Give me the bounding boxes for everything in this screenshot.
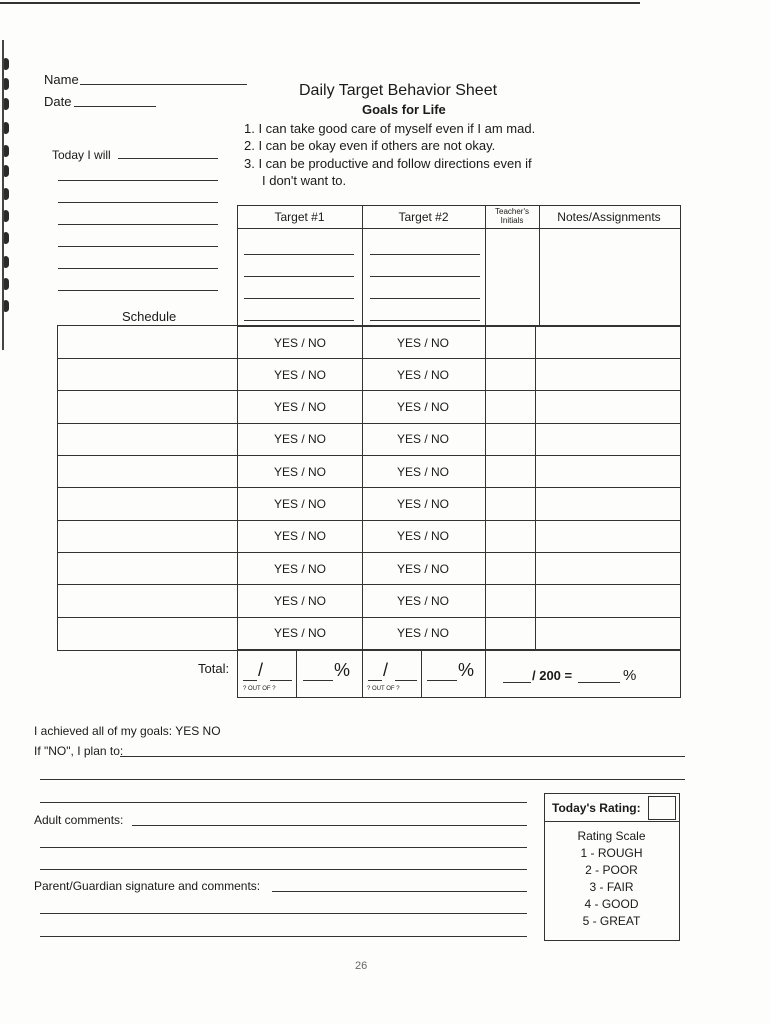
- plan-line-3[interactable]: [40, 802, 527, 803]
- parent-line-3[interactable]: [40, 936, 527, 937]
- row7-target1-yes-no[interactable]: YES / NO: [273, 529, 326, 543]
- t2-outof-blank[interactable]: [395, 680, 417, 681]
- t1-score-blank[interactable]: [243, 680, 257, 681]
- parent-line-2[interactable]: [40, 913, 527, 914]
- goal-3-cont: I don't want to.: [262, 173, 347, 188]
- t2-score-blank[interactable]: [368, 680, 382, 681]
- today-line-4[interactable]: [58, 224, 218, 225]
- rating-4: 4 - GOOD: [584, 897, 639, 911]
- goal-2: 2. I can be okay even if others are not okay.: [244, 138, 496, 153]
- row5-target2-yes-no[interactable]: YES / NO: [396, 465, 449, 479]
- row8-target2-yes-no[interactable]: YES / NO: [396, 562, 449, 576]
- row-divider-4: [57, 455, 680, 456]
- rating-entry-box[interactable]: [648, 796, 676, 820]
- plan-line-1[interactable]: [120, 756, 685, 757]
- adult-line-2[interactable]: [40, 847, 527, 848]
- rating-1: 1 - ROUGH: [580, 846, 643, 860]
- date-label: Date: [44, 94, 72, 109]
- col-target-2: Target #2: [398, 210, 449, 224]
- teacher-initials-line1: Teacher's: [495, 207, 529, 216]
- today-line-3[interactable]: [58, 202, 218, 203]
- name-field[interactable]: [80, 84, 247, 85]
- row9-target1-yes-no[interactable]: YES / NO: [273, 594, 326, 608]
- header-row-divider: [237, 228, 680, 229]
- total-label: Total:: [198, 661, 230, 676]
- adult-line-3[interactable]: [40, 869, 527, 870]
- totals-divider-b: [362, 649, 363, 697]
- row3-target2-yes-no[interactable]: YES / NO: [396, 400, 449, 414]
- target1-line-2[interactable]: [244, 276, 354, 277]
- parent-line-1[interactable]: [272, 891, 527, 892]
- target1-line-4[interactable]: [244, 320, 354, 321]
- row2-target2-yes-no[interactable]: YES / NO: [396, 368, 449, 382]
- row2-target1-yes-no[interactable]: YES / NO: [273, 368, 326, 382]
- row-divider-3: [57, 423, 680, 424]
- row-divider-8: [57, 584, 680, 585]
- grand-total-label: / 200 =: [532, 668, 573, 683]
- row-divider-1: [57, 358, 680, 359]
- goal-1: 1. I can take good care of myself even if I am mad.: [244, 121, 536, 136]
- plan-label: If "NO", I plan to:: [34, 744, 124, 758]
- today-line-7[interactable]: [58, 290, 218, 291]
- row-divider-2: [57, 390, 680, 391]
- target2-line-4[interactable]: [370, 320, 480, 321]
- rating-2: 2 - POOR: [585, 863, 638, 877]
- rating-title: Today's Rating:: [552, 801, 641, 815]
- today-line-1[interactable]: [118, 158, 218, 159]
- page-number: 26: [355, 960, 368, 972]
- row-divider-5: [57, 487, 680, 488]
- grand-percent-sign: %: [623, 667, 637, 684]
- t2-percent-sign: %: [458, 660, 475, 680]
- totals-divider-a: [296, 649, 297, 697]
- rating-5: 5 - GREAT: [582, 914, 641, 928]
- t1-percent-blank[interactable]: [303, 680, 333, 681]
- grand-percent-blank[interactable]: [578, 682, 620, 683]
- rating-3: 3 - FAIR: [589, 880, 634, 894]
- today-label: Today I will: [52, 148, 111, 162]
- row1-target2-yes-no[interactable]: YES / NO: [396, 336, 449, 350]
- row6-target1-yes-no[interactable]: YES / NO: [273, 497, 326, 511]
- row9-target2-yes-no[interactable]: YES / NO: [396, 594, 449, 608]
- t1-percent-sign: %: [334, 660, 351, 680]
- row4-target1-yes-no[interactable]: YES / NO: [273, 432, 326, 446]
- t2-percent-blank[interactable]: [427, 680, 457, 681]
- t1-outof-blank[interactable]: [270, 680, 292, 681]
- page-edge: [2, 40, 4, 350]
- t2-out-of-caption: ? OUT OF ?: [367, 686, 400, 692]
- today-line-5[interactable]: [58, 246, 218, 247]
- row1-target1-yes-no[interactable]: YES / NO: [273, 336, 326, 350]
- t2-slash: /: [383, 660, 389, 680]
- t1-slash: /: [258, 660, 264, 680]
- col-notes: Notes/Assignments: [557, 210, 661, 224]
- teacher-initials-line2: Initials: [500, 216, 524, 225]
- goal-3: 3. I can be productive and follow directions even if: [244, 156, 532, 171]
- schedule-label: Schedule: [122, 309, 177, 324]
- today-line-6[interactable]: [58, 268, 218, 269]
- col-teacher-initials: [485, 207, 539, 225]
- grand-total-blank[interactable]: [503, 682, 531, 683]
- row-divider-9: [57, 617, 680, 618]
- row7-target2-yes-no[interactable]: YES / NO: [396, 529, 449, 543]
- totals-divider-d: [485, 649, 486, 697]
- target1-line-1[interactable]: [244, 254, 354, 255]
- page-title: Daily Target Behavior Sheet: [299, 82, 498, 99]
- t1-out-of-caption: ? OUT OF ?: [243, 686, 276, 692]
- row4-target2-yes-no[interactable]: YES / NO: [396, 432, 449, 446]
- row3-target1-yes-no[interactable]: YES / NO: [273, 400, 326, 414]
- row5-target1-yes-no[interactable]: YES / NO: [273, 465, 326, 479]
- date-field[interactable]: [74, 106, 156, 107]
- adult-line-1[interactable]: [132, 825, 527, 826]
- name-label: Name: [44, 72, 79, 87]
- plan-line-2[interactable]: [40, 779, 685, 780]
- target1-line-3[interactable]: [244, 298, 354, 299]
- row8-target1-yes-no[interactable]: YES / NO: [273, 562, 326, 576]
- col-target-1: Target #1: [274, 210, 325, 224]
- target2-line-1[interactable]: [370, 254, 480, 255]
- top-edge: [0, 2, 640, 4]
- row-divider-7: [57, 552, 680, 553]
- parent-comments-label: Parent/Guardian signature and comments:: [34, 879, 261, 893]
- today-line-2[interactable]: [58, 180, 218, 181]
- row10-target1-yes-no[interactable]: YES / NO: [273, 626, 326, 640]
- totals-divider-c: [421, 649, 422, 697]
- adult-comments-label: Adult comments:: [34, 813, 124, 827]
- target2-line-2[interactable]: [370, 276, 480, 277]
- row6-target2-yes-no[interactable]: YES / NO: [396, 497, 449, 511]
- rating-box-divider: [544, 821, 679, 822]
- target2-line-3[interactable]: [370, 298, 480, 299]
- row-divider-6: [57, 520, 680, 521]
- page-subtitle: Goals for Life: [362, 102, 446, 117]
- rating-scale-title: Rating Scale: [577, 829, 646, 843]
- achieved-goals: I achieved all of my goals: YES NO: [34, 724, 221, 738]
- row10-target2-yes-no[interactable]: YES / NO: [396, 626, 449, 640]
